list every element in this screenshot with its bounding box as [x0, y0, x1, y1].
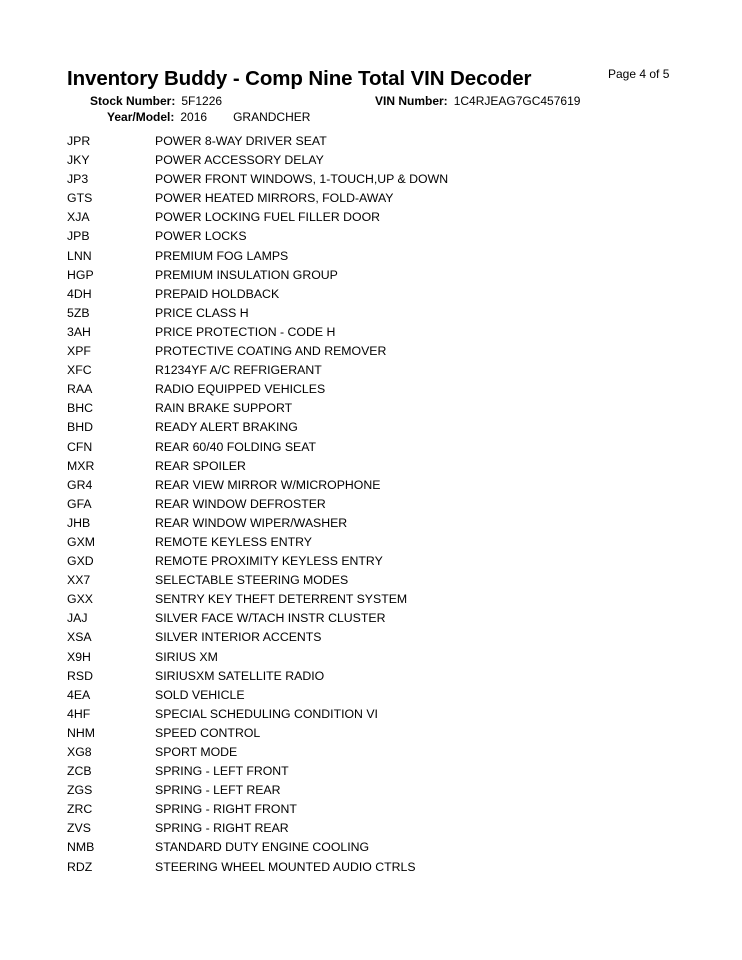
option-description: SPRING - RIGHT REAR: [155, 821, 289, 836]
page-number: Page 4 of 5: [608, 67, 670, 81]
option-description: SPORT MODE: [155, 745, 238, 759]
option-row: [67, 705, 707, 724]
option-code: LNN: [67, 248, 92, 263]
option-description: REMOTE PROXIMITY KEYLESS ENTRY: [155, 554, 383, 569]
vin-number: [375, 94, 580, 108]
option-code: XX7: [67, 573, 91, 588]
option-row: [67, 285, 707, 304]
option-row: [67, 800, 707, 819]
option-row: [67, 533, 707, 552]
option-row: [67, 838, 707, 857]
option-code: XG8: [67, 745, 92, 759]
option-code: 4DH: [67, 286, 92, 301]
option-row: [67, 189, 707, 208]
year-model: [107, 110, 310, 124]
option-row: [67, 399, 707, 418]
year-value: 2016: [180, 110, 208, 124]
option-row: [67, 170, 707, 189]
option-description: SENTRY KEY THEFT DETERRENT SYSTEM: [155, 592, 408, 607]
option-description: REAR 60/40 FOLDING SEAT: [155, 439, 317, 454]
option-description: READY ALERT BRAKING: [155, 420, 298, 435]
option-code: XJA: [67, 210, 90, 225]
option-row: [67, 361, 707, 380]
option-description: PRICE PROTECTION - CODE H: [155, 324, 336, 339]
option-code: 4HF: [67, 706, 91, 721]
option-code: NMB: [67, 840, 95, 855]
option-description: SOLD VEHICLE: [155, 687, 245, 702]
option-row: [67, 781, 707, 800]
option-description: SIRIUS XM: [155, 649, 218, 664]
option-description: POWER ACCESSORY DELAY: [155, 153, 324, 168]
option-row: [67, 151, 707, 170]
option-code: GFA: [67, 496, 92, 511]
option-row: [67, 495, 707, 514]
option-description: PREMIUM INSULATION GROUP: [155, 267, 338, 282]
option-row: [67, 323, 707, 342]
option-description: POWER 8-WAY DRIVER SEAT: [155, 134, 327, 148]
stock-number-value: 5F1226: [181, 94, 223, 108]
stock-number: [90, 94, 222, 108]
page-title: Inventory Buddy - Comp Nine Total VIN Decoder: [67, 67, 532, 90]
option-code: 5ZB: [67, 305, 90, 320]
option-code: RSD: [67, 668, 93, 683]
option-code: HGP: [67, 267, 94, 282]
option-description: SPECIAL SCHEDULING CONDITION VI: [155, 706, 378, 721]
option-row: [67, 342, 707, 361]
option-code: GXX: [67, 592, 93, 607]
option-code: CFN: [67, 439, 93, 454]
option-description: PROTECTIVE COATING AND REMOVER: [155, 344, 387, 359]
option-code-list: [67, 132, 707, 877]
option-code: NHM: [67, 725, 96, 740]
option-row: [67, 552, 707, 571]
option-code: RDZ: [67, 859, 93, 874]
option-row: [67, 762, 707, 781]
option-description: STEERING WHEEL MOUNTED AUDIO CTRLS: [155, 859, 416, 874]
option-description: REAR WINDOW DEFROSTER: [155, 496, 326, 511]
option-row: [67, 304, 707, 323]
option-code: JHB: [67, 515, 91, 530]
option-code: ZGS: [67, 783, 93, 798]
option-row: [67, 380, 707, 399]
option-row: [67, 667, 707, 686]
option-description: SPRING - RIGHT FRONT: [155, 802, 297, 817]
option-code: JKY: [67, 153, 90, 168]
option-row: [67, 476, 707, 495]
option-description: R1234YF A/C REFRIGERANT: [155, 363, 322, 378]
option-row: [67, 648, 707, 667]
option-code: XPF: [67, 344, 91, 359]
option-description: REAR VIEW MIRROR W/MICROPHONE: [155, 477, 381, 492]
option-row: [67, 266, 707, 285]
option-row: [67, 438, 707, 457]
option-code: JPR: [67, 134, 91, 148]
option-description: POWER LOCKING FUEL FILLER DOOR: [155, 210, 381, 225]
option-code: BHC: [67, 401, 93, 416]
option-code: X9H: [67, 649, 91, 664]
option-row: [67, 628, 707, 647]
option-description: REAR SPOILER: [155, 458, 246, 473]
option-code: GXD: [67, 554, 94, 569]
option-row: [67, 457, 707, 476]
option-row: [67, 571, 707, 590]
option-row: [67, 609, 707, 628]
option-description: SPEED CONTROL: [155, 725, 261, 740]
option-code: ZVS: [67, 821, 91, 836]
option-row: [67, 208, 707, 227]
option-code: JAJ: [67, 611, 88, 626]
option-code: JP3: [67, 172, 89, 187]
option-description: PREMIUM FOG LAMPS: [155, 248, 289, 263]
option-row: [67, 418, 707, 437]
option-row: [67, 686, 707, 705]
option-code: RAA: [67, 382, 93, 397]
option-description: PRICE CLASS H: [155, 305, 249, 320]
option-row: [67, 247, 707, 266]
option-description: STANDARD DUTY ENGINE COOLING: [155, 840, 370, 855]
option-code: BHD: [67, 420, 93, 435]
option-code: ZRC: [67, 802, 93, 817]
option-code: JPB: [67, 229, 90, 244]
option-description: POWER LOCKS: [155, 229, 247, 244]
option-description: SIRIUSXM SATELLITE RADIO: [155, 668, 325, 683]
option-row: [67, 227, 707, 246]
year-model-label: Year/Model:: [107, 110, 175, 124]
option-row: [67, 514, 707, 533]
option-description: PREPAID HOLDBACK: [155, 286, 280, 301]
option-description: SILVER INTERIOR ACCENTS: [155, 630, 322, 645]
option-code: GXM: [67, 534, 96, 549]
option-description: SELECTABLE STEERING MODES: [155, 573, 349, 588]
vin-number-value: 1C4RJEAG7GC457619: [453, 94, 581, 108]
option-description: SILVER FACE W/TACH INSTR CLUSTER: [155, 611, 386, 626]
option-code: 4EA: [67, 687, 91, 702]
option-description: SPRING - LEFT REAR: [155, 783, 281, 798]
option-description: POWER HEATED MIRRORS, FOLD-AWAY: [155, 191, 394, 206]
stock-number-label: Stock Number:: [90, 94, 176, 108]
option-row: [67, 132, 707, 151]
option-description: SPRING - LEFT FRONT: [155, 764, 289, 779]
option-description: REAR WINDOW WIPER/WASHER: [155, 515, 348, 530]
option-row: [67, 590, 707, 609]
option-code: 3AH: [67, 324, 91, 339]
option-code: XFC: [67, 363, 92, 378]
option-description: REMOTE KEYLESS ENTRY: [155, 534, 312, 549]
option-code: MXR: [67, 458, 95, 473]
option-code: GR4: [67, 477, 93, 492]
option-description: RADIO EQUIPPED VEHICLES: [155, 382, 326, 397]
option-row: [67, 819, 707, 838]
option-row: [67, 743, 707, 762]
option-description: RAIN BRAKE SUPPORT: [155, 401, 293, 416]
option-code: XSA: [67, 630, 92, 645]
option-code: GTS: [67, 191, 93, 206]
vin-number-label: VIN Number:: [375, 94, 448, 108]
option-description: POWER FRONT WINDOWS, 1-TOUCH,UP & DOWN: [155, 172, 449, 187]
option-row: [67, 724, 707, 743]
model-value: GRANDCHER: [233, 110, 311, 124]
option-code: ZCB: [67, 764, 92, 779]
option-row: [67, 858, 707, 877]
